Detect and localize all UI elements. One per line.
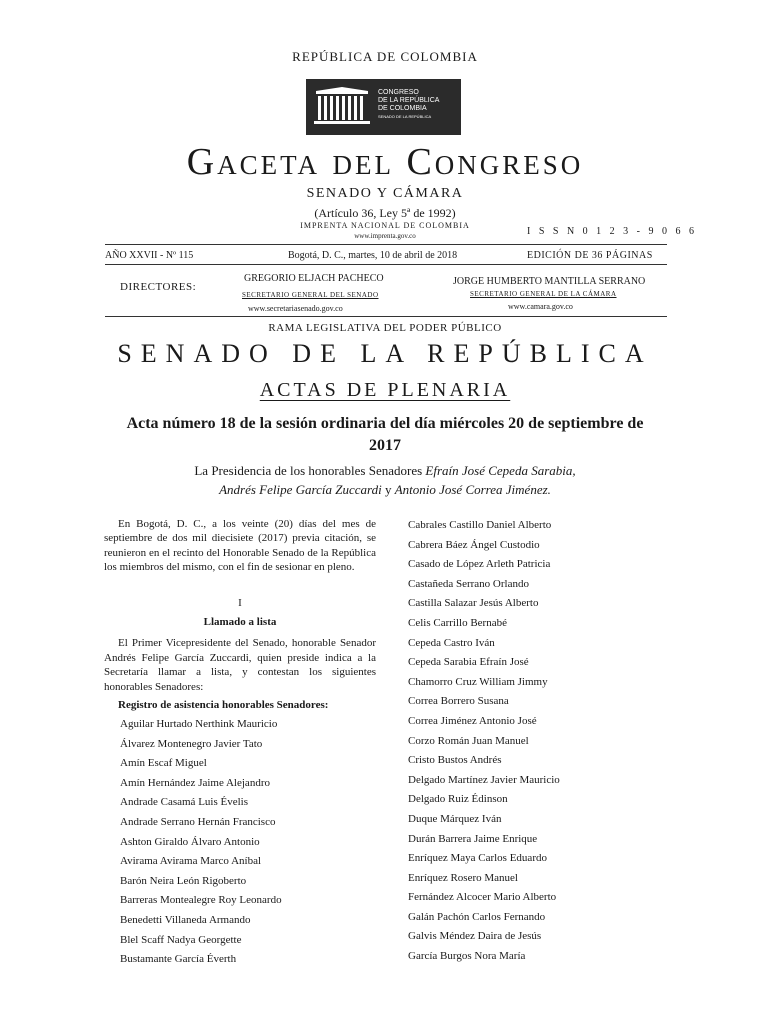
masthead-title: Gaceta del Congreso	[186, 141, 584, 183]
presidencia-line	[100, 461, 670, 499]
section-heading-text: ACTAS DE PLENARIA	[259, 379, 511, 401]
director-1-role: SECRETARIO GENERAL DEL SENADO	[242, 291, 379, 299]
llamado-title: Llamado a lista	[203, 616, 277, 628]
senator-name: Amín Escaf Miguel	[120, 757, 207, 770]
senator-name: Casado de López Arleth Patricia	[408, 558, 551, 571]
senator-name: Blel Scaff Nadya Georgette	[120, 933, 242, 946]
country-header: REPÚBLICA DE COLOMBIA	[292, 49, 478, 64]
senator-name: Fernández Alcocer Mario Alberto	[408, 891, 557, 904]
senator-name: Cepeda Sarabia Efraín José	[408, 656, 529, 669]
intro-paragraph: En Bogotá, D. C., a los veinte (20) días del mes de septiembre de dos mil diecisiete (2017) previa citación, se reunieron en el recinto del Honorable Senado de la República los miembros del mismo, con el fin de sesionar en pleno.	[104, 518, 376, 573]
director-2-role: SECRETARIO GENERAL DE LA CÁMARA	[470, 290, 617, 298]
senator-name: Enríquez Maya Carlos Eduardo	[408, 852, 547, 865]
senator-name: García Burgos Nora María	[408, 950, 526, 963]
edition: EDICIÓN DE 36 PÁGINAS	[527, 250, 653, 261]
director-2-web: www.camara.gov.co	[508, 302, 573, 311]
presidencia-prefix: La Presidencia de los honorables Senadores	[194, 463, 426, 478]
law-reference: (Artículo 36, Ley 5ª de 1992)	[314, 206, 456, 220]
senator-name: Álvarez Montenegro Javier Tato	[120, 737, 263, 750]
logo-line-3: DE COLOMBIA	[378, 105, 427, 112]
senators-list-right	[408, 518, 668, 969]
branch-heading: RAMA LEGISLATIVA DEL PODER PÚBLICO	[268, 322, 502, 334]
directors-label: DIRECTORES:	[120, 281, 197, 293]
acta-title: Acta número 18 de la sesión ordinaria del día miércoles 20 de septiembre de 2017	[126, 415, 644, 454]
senator-name: Delgado Ruiz Édinson	[408, 793, 508, 806]
senator-name: Cabrera Báez Ángel Custodio	[408, 538, 540, 551]
masthead-subtitle: SENADO Y CÁMARA	[306, 186, 464, 201]
senator-name: Correa Jiménez Antonio José	[408, 714, 537, 727]
senator-name: Correa Borrero Susana	[408, 695, 509, 708]
divider	[105, 244, 667, 245]
senator-name: Barón Neira León Rigoberto	[120, 874, 247, 887]
section-heading	[0, 377, 770, 403]
senator-name: Castilla Salazar Jesús Alberto	[408, 597, 539, 610]
issn: I S S N 0 1 2 3 - 9 0 6 6	[527, 226, 698, 237]
printer-name: IMPRENTA NACIONAL DE COLOMBIA	[300, 221, 470, 230]
director-2-name: JORGE HUMBERTO MANTILLA SERRANO	[453, 276, 646, 287]
senator-name: Chamorro Cruz William Jimmy	[408, 675, 548, 688]
senator-name: Amín Hernández Jaime Alejandro	[120, 776, 270, 789]
divider	[105, 264, 667, 265]
issue-date: Bogotá, D. C., martes, 10 de abril de 2018	[288, 250, 458, 261]
presidencia-conjunction: y	[381, 482, 395, 497]
congress-building-icon	[314, 87, 370, 127]
senator-name: Benedetti Villaneda Armando	[120, 913, 251, 926]
printer-web: www.imprenta.gov.co	[354, 232, 416, 240]
senator-name: Aguilar Hurtado Nerthink Mauricio	[120, 718, 278, 730]
senator-name: Duque Márquez Iván	[408, 812, 502, 825]
senator-name: Delgado Martínez Javier Mauricio	[408, 773, 560, 786]
senator-name: Bustamante García Éverth	[120, 953, 237, 966]
senator-name: Andrade Casamá Luis Évelis	[120, 796, 248, 809]
senator-name: Barreras Montealegre Roy Leonardo	[120, 894, 282, 907]
senator-name: Castañeda Serrano Orlando	[408, 577, 529, 590]
logo-line-4: SENADO DE LA REPÚBLICA	[378, 114, 432, 119]
section-numeral: I	[238, 597, 242, 609]
presidencia-name-3: Antonio José Correa Jiménez.	[394, 482, 551, 497]
senator-name: Celis Carrillo Bernabé	[408, 616, 507, 629]
senator-name: Cristo Bustos Andrés	[408, 754, 502, 767]
senator-name: Enríquez Rosero Manuel	[408, 871, 518, 884]
logo-line-1: CONGRESO	[378, 89, 419, 96]
registro-title: Registro de asistencia honorables Senadores:	[118, 699, 329, 711]
senator-name: Ashton Giraldo Álvaro Antonio	[120, 835, 260, 848]
director-1-name: GREGORIO ELJACH PACHECO	[244, 273, 384, 284]
presidencia-name-1: Efraín José Cepeda Sarabia,	[425, 463, 576, 478]
senator-name: Cabrales Castillo Daniel Alberto	[408, 519, 552, 531]
senator-name: Galán Pachón Carlos Fernando	[408, 910, 546, 923]
senator-name: Corzo Román Juan Manuel	[408, 734, 529, 747]
senator-name: Durán Barrera Jaime Enrique	[408, 832, 538, 845]
congress-logo	[306, 79, 461, 135]
senator-name: Cepeda Castro Iván	[408, 636, 495, 649]
senator-name: Galvis Méndez Daira de Jesús	[408, 930, 542, 943]
senator-name: Andrade Serrano Hernán Francisco	[120, 815, 276, 828]
senator-name: Avirama Avirama Marco Aníbal	[120, 855, 262, 868]
director-1-web: www.secretariasenado.gov.co	[248, 304, 343, 313]
llamado-paragraph: El Primer Vicepresidente del Senado, honorable Senador Andrés Felipe García Zuccardi, quien preside indica a la Secretaría llamar a lista, y contestan los siguientes honorables Senadores:	[104, 637, 376, 693]
chamber-heading: SENADO DE LA REPÚBLICA	[117, 339, 653, 368]
presidencia-name-2: Andrés Felipe García Zuccardi	[219, 482, 382, 497]
year-number: AÑO XXVII - Nº 115	[105, 250, 194, 261]
divider	[105, 316, 667, 317]
senators-list-left	[120, 717, 380, 972]
logo-line-2: DE LA REPÚBLICA	[378, 97, 440, 104]
